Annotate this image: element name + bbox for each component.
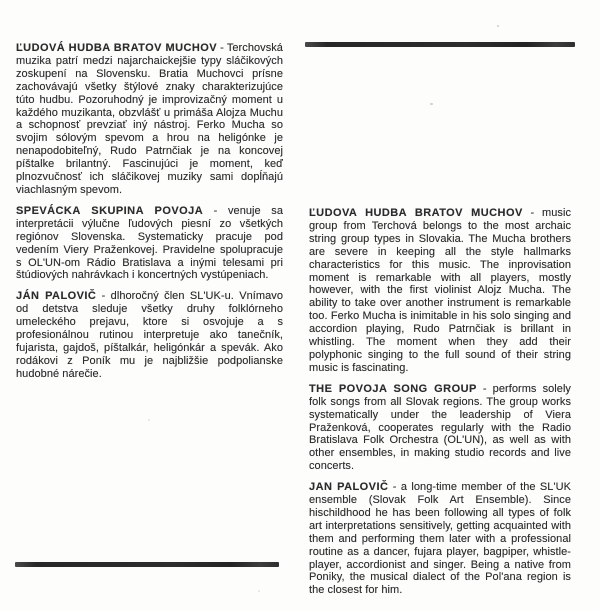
paragraph-povoja-song-group-en	[309, 383, 571, 473]
body-jan-palovic-en: - a long-time member of the SL'UK ensemble (Slovak Folk Art Ensemble). Since hischildhood he has been following all types of folk art interpretations sensitively, getting acquainted with them and performing them later with a professional routine as a dancer, fujara player, bagpiper, whistle-player, accordionist and singer. Being a native from Poniky, the musical dialect of the Pol'ana region is the closest for him.	[309, 481, 571, 597]
heading-spevacka-skupina-sk: SPEVÁCKA SKUPINA POVOJA	[16, 204, 204, 217]
heading-jan-palovic-sk: JÁN PALOVIČ	[16, 290, 97, 303]
heading-povoja-song-group-en: THE POVOJA SONG GROUP	[309, 382, 477, 395]
scan-speckle	[497, 25, 499, 27]
scan-speckle	[148, 419, 150, 421]
paragraph-jan-palovic-en	[309, 481, 571, 597]
bottom-left-horizontal-rule	[15, 562, 279, 567]
paragraph-spevacka-skupina-sk	[16, 205, 283, 282]
body-povoja-song-group-en: - performs solely folk songs from all Slovak regions. The group works systematically under the leadership of Viera Praženková, cooperates regularly with the Radio Bratislava Folk Orchestra (OL'UN), as well as with other ensembles, in making studio records and live concerts.	[309, 382, 571, 473]
body-ludova-hudba-en: - music group from Terchová belongs to the most archaic string group types in Slovakia. The Mucha brothers are severe in keeping all the style hallmarks characteristics for this music. The inprovisation moment is remarkable with all players, mostly however, with the first violinist Alojz Mucha. The ability to take over another instrument is remarkable too. Ferko Mucha is inimitable in his solo singing and accordion playing, Rudo Patrnčiak is brillant in whistling. The moment when they add their polyphonic singing to the full sound of their string music is fascinating.	[309, 207, 571, 374]
english-text-column	[309, 207, 571, 605]
body-spevacka-skupina-sk: - venuje sa interpretácii výlučne ľudových piesní zo všetkých regiónov Slovenska. Systematicky pracuje pod vedením Viery Praženkovej. Pravidelne spolupracuje s OL'UN-om Rádio Bratislava a inými telesami pri štúdiových nahrávkach i koncertných vystúpeniach.	[16, 204, 284, 282]
heading-jan-palovic-en: JAN PALOVIČ	[309, 481, 389, 494]
scan-speckle	[258, 590, 260, 592]
top-right-horizontal-rule	[305, 42, 575, 47]
slovak-text-column	[16, 42, 283, 389]
scan-speckle	[540, 315, 542, 317]
paragraph-jan-palovic-sk	[16, 290, 283, 380]
scan-speckle	[430, 103, 433, 105]
heading-ludova-hudba-en: ĽUDOVA HUDBA BRATOV MUCHOV	[309, 207, 523, 219]
body-jan-palovic-sk: - dlhoročný člen SL'UK-u. Vnímavo od detstva sleduje všetky druhy folklórneho umeleckého prejavu, ktore si osvojuje a s profesionálnou rutinou interpretuje ako tanečník, fujarista, gajdoš, píštalkár, heligónkár a spevák. Ako rodákovi z Poník mu je najbližšie podpolianske hudobné nárečie.	[16, 290, 283, 380]
body-ludova-hudba-sk: - Terchovská muzika patrí medzi najarchaickejšie typy sláčikových zoskupení na Slovensku. Bratia Muchovci prísne zachovávajú všetky štýlové znaky charakterizujúce túto hudbu. Pozoruhodný je improvizačný moment u každého muzikanta, obzvlášť u primáša Alojza Muchu a schopnosť prevziať iný nástroj. Ferko Mucha so svojim sólovým spevom a hrou na heligónke je nenapodobiteľný, Rudo Patrnčiak je na koncovej píštalke brilantný. Fascinujúci je moment, keď plnozvučnosť ich sláčikovej muziky sami dopĺňajú viachlasným spevom.	[16, 42, 283, 196]
paragraph-ludova-hudba-en	[309, 207, 571, 375]
heading-ludova-hudba-sk: ĽUDOVÁ HUDBA BRATOV MUCHOV	[16, 42, 218, 54]
paragraph-ludova-hudba-sk	[16, 42, 283, 197]
